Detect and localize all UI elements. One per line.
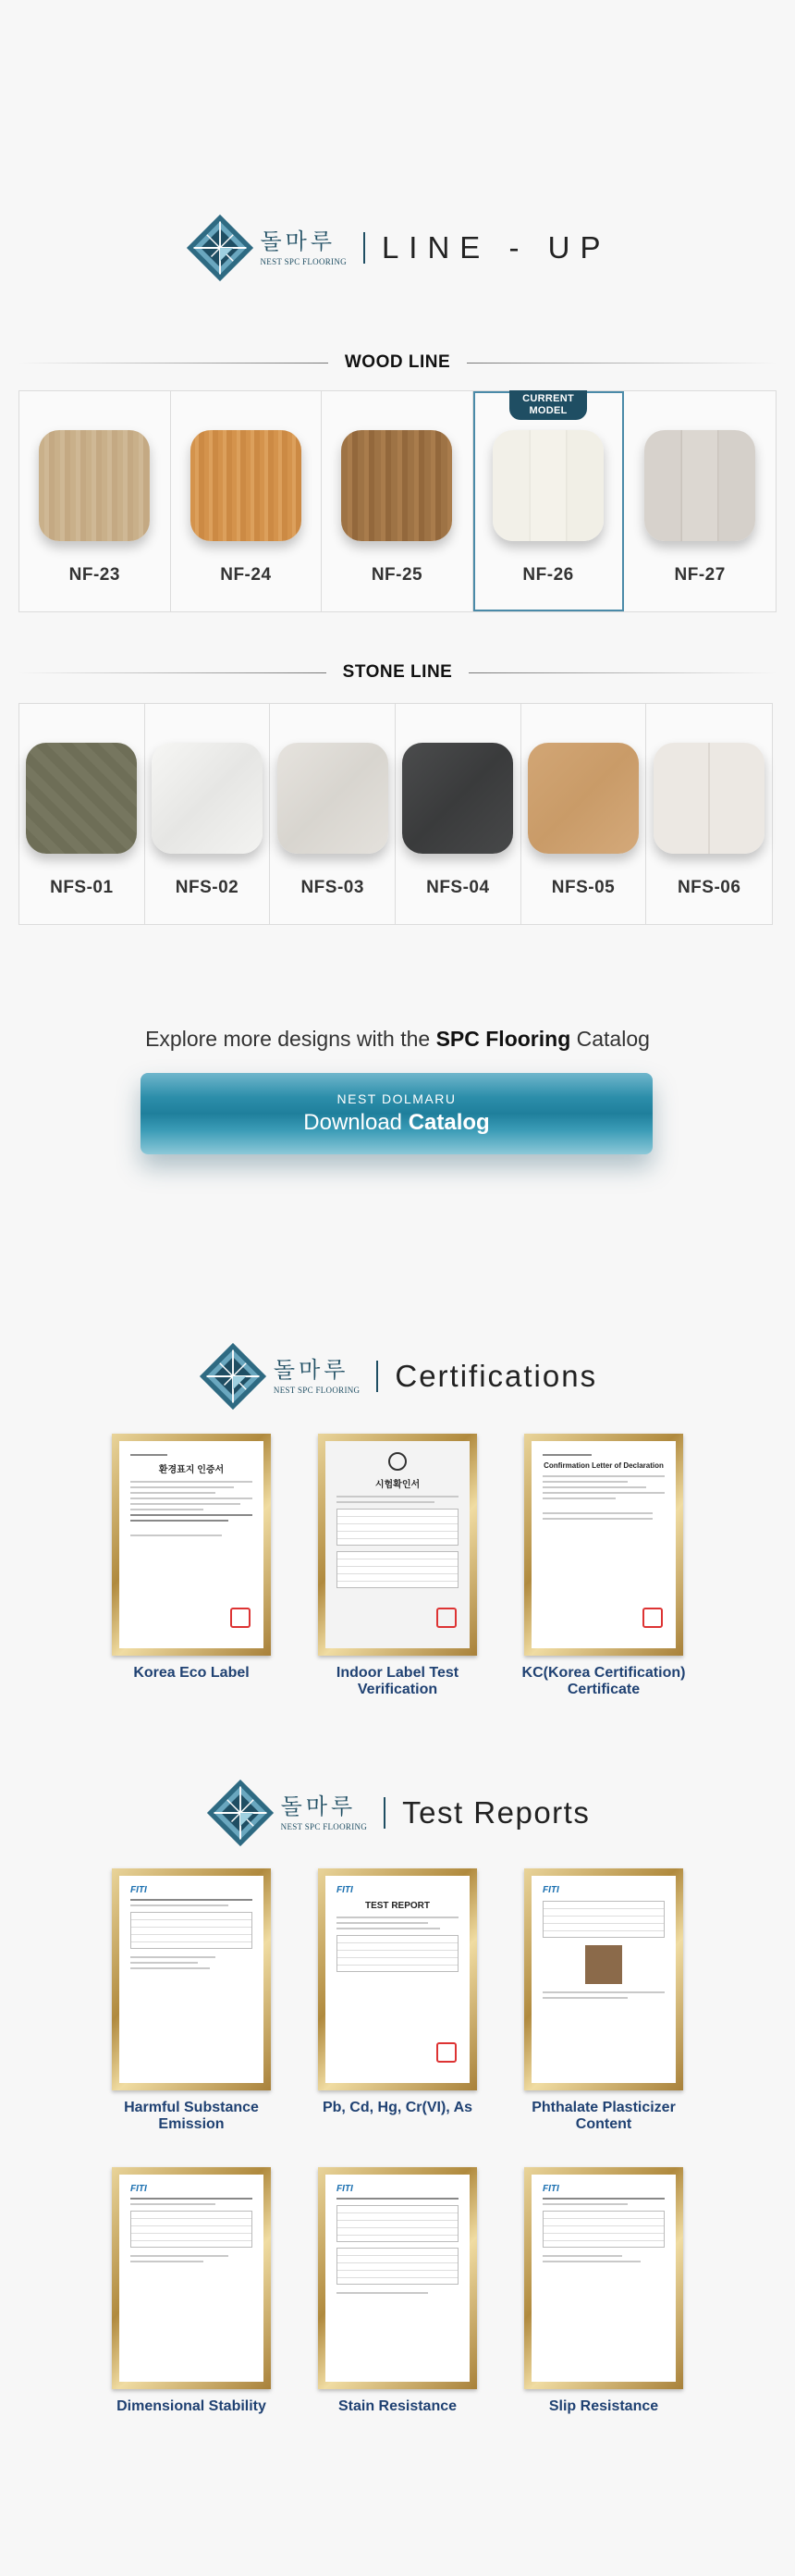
doc-line xyxy=(543,1991,665,1993)
stamp-icon xyxy=(436,1608,457,1628)
product-swatch xyxy=(152,743,263,854)
document-frame xyxy=(112,1868,271,2090)
doc-line xyxy=(543,2255,622,2257)
wood-line-grid xyxy=(18,390,777,612)
logo-text xyxy=(273,1356,361,1395)
stamp-icon xyxy=(642,1608,663,1628)
product-tile-nf-25[interactable] xyxy=(322,391,473,611)
document-paper xyxy=(325,2175,470,2382)
product-tile-nfs-01[interactable] xyxy=(19,704,145,924)
report-dimensional-stability[interactable] xyxy=(112,2167,271,2415)
doc-line xyxy=(130,1481,252,1483)
product-swatch xyxy=(528,743,639,854)
report-slip-resistance[interactable] xyxy=(524,2167,683,2415)
wood-line-title: WOOD LINE xyxy=(344,352,451,372)
product-code: NF-25 xyxy=(371,565,423,585)
report-label: Dimensional Stability xyxy=(116,2398,266,2414)
product-tile-nf-24[interactable] xyxy=(171,391,323,611)
sample-photo xyxy=(585,1945,622,1984)
diamond-tile-logo-icon xyxy=(205,1778,275,1848)
stone-line-grid xyxy=(18,703,773,925)
product-swatch xyxy=(26,743,137,854)
doc-line xyxy=(543,1475,665,1477)
brand-name-en: NEST SPC FLOORING xyxy=(273,1385,361,1395)
explore-suffix: Catalog xyxy=(570,1027,650,1051)
stone-line-title: STONE LINE xyxy=(342,662,453,682)
product-tile-nfs-06[interactable] xyxy=(646,704,772,924)
product-code: NFS-03 xyxy=(300,878,364,897)
doc-title: 시험확인서 xyxy=(374,1480,421,1490)
doc-line xyxy=(336,1501,434,1503)
lineup-header xyxy=(0,213,795,283)
doc-line xyxy=(336,1928,440,1929)
doc-line xyxy=(130,1967,210,1969)
document-frame xyxy=(318,2167,477,2389)
doc-line xyxy=(543,1454,592,1456)
doc-line xyxy=(543,1486,646,1488)
document-frame xyxy=(318,1434,477,1656)
heading-rule-left xyxy=(18,672,326,673)
doc-line xyxy=(336,1496,459,1498)
lineup-title: LINE - UP xyxy=(381,230,611,265)
doc-line xyxy=(336,1922,428,1924)
doc-table xyxy=(336,1551,459,1588)
doc-line xyxy=(130,1904,228,1906)
brand-logo[interactable] xyxy=(205,1778,367,1848)
diamond-tile-logo-icon xyxy=(185,213,255,283)
fiti-logo-icon: FITI xyxy=(336,1885,353,1895)
doc-line xyxy=(130,1492,215,1494)
brand-name-ko: 돌마루 xyxy=(260,228,336,254)
fiti-logo-icon: FITI xyxy=(130,2184,147,2194)
doc-line xyxy=(130,1509,203,1510)
product-tile-nf-23[interactable] xyxy=(19,391,171,611)
product-code: NFS-02 xyxy=(175,878,239,897)
doc-line xyxy=(130,1956,215,1958)
doc-line xyxy=(130,1454,167,1456)
doc-line xyxy=(336,2292,428,2294)
doc-line xyxy=(130,1498,252,1499)
heading-rule-right xyxy=(467,363,777,364)
heading-rule-right xyxy=(469,672,777,673)
product-tile-nfs-04[interactable] xyxy=(396,704,521,924)
document-paper xyxy=(325,1441,470,1648)
fiti-logo-icon: FITI xyxy=(336,2184,353,2194)
brand-logo[interactable] xyxy=(198,1341,360,1411)
doc-line xyxy=(543,1492,665,1494)
document-frame xyxy=(318,1868,477,2090)
current-model-badge: CURRENT MODEL xyxy=(509,390,587,420)
brand-name-ko: 돌마루 xyxy=(280,1793,357,1819)
doc-line xyxy=(130,1486,234,1488)
catalog-button-main: Download xyxy=(303,1110,409,1135)
doc-table xyxy=(543,2211,665,2248)
catalog-explore-text xyxy=(0,1027,795,1052)
brand-name-en: NEST SPC FLOORING xyxy=(280,1821,368,1831)
logo-text xyxy=(261,230,347,266)
report-label: Pb, Cd, Hg, Cr(VI), As xyxy=(322,2100,473,2115)
product-swatch xyxy=(402,743,513,854)
report-label: Slip Resistance xyxy=(548,2398,659,2414)
catalog-button-brand: NEST DOLMARU xyxy=(336,1091,457,1106)
certifications-header xyxy=(0,1341,795,1411)
stamp-icon xyxy=(436,2042,457,2063)
doc-line xyxy=(130,2198,252,2200)
product-swatch xyxy=(39,430,150,541)
doc-line xyxy=(543,1498,616,1499)
stamp-icon xyxy=(230,1608,251,1628)
product-swatch xyxy=(190,430,301,541)
doc-line xyxy=(336,1917,459,1918)
product-code: NF-23 xyxy=(68,565,120,585)
doc-title: Confirmation Letter of Declaration xyxy=(544,1461,664,1470)
product-tile-nf-27[interactable] xyxy=(624,391,776,611)
product-swatch xyxy=(654,743,764,854)
cert-kc[interactable] xyxy=(521,1434,686,1698)
header-divider xyxy=(384,1797,385,1829)
document-frame xyxy=(524,1868,683,2090)
report-label: Stain Resistance xyxy=(337,2398,458,2414)
cert-indoor-label[interactable] xyxy=(318,1434,477,1698)
logo-text xyxy=(281,1795,367,1831)
fiti-logo-icon: FITI xyxy=(543,1885,559,1895)
report-harmful-substance[interactable] xyxy=(112,1868,271,2133)
doc-line xyxy=(543,1997,628,1999)
doc-line xyxy=(130,1899,252,1901)
header-divider xyxy=(376,1361,378,1392)
download-catalog-button[interactable] xyxy=(141,1073,653,1154)
cert-label: Indoor Label Test Verification xyxy=(336,1665,459,1697)
product-code: NFS-01 xyxy=(50,878,114,897)
document-frame xyxy=(112,1434,271,1656)
heading-rule-left xyxy=(18,363,328,364)
doc-table xyxy=(336,2205,459,2242)
wood-line-heading xyxy=(18,351,777,374)
brand-name-en: NEST SPC FLOORING xyxy=(260,256,347,266)
diamond-tile-logo-icon xyxy=(198,1341,268,1411)
doc-line xyxy=(130,1514,252,1516)
doc-line xyxy=(130,1503,240,1505)
seal-icon xyxy=(388,1452,407,1471)
product-swatch xyxy=(493,430,604,541)
document-frame xyxy=(524,2167,683,2389)
product-swatch xyxy=(277,743,388,854)
stone-line-heading xyxy=(18,661,777,684)
doc-table xyxy=(130,2211,252,2248)
product-code: NFS-06 xyxy=(677,878,741,897)
certifications-title: Certifications xyxy=(395,1359,598,1393)
product-code: NF-24 xyxy=(220,565,272,585)
catalog-button-bold: Catalog xyxy=(408,1110,490,1135)
doc-line xyxy=(130,2261,203,2262)
product-code: NFS-04 xyxy=(426,878,490,897)
test-reports-header xyxy=(0,1778,795,1848)
report-label: Harmful Substance Emission xyxy=(124,2100,259,2132)
doc-title: TEST REPORT xyxy=(364,1901,430,1911)
brand-logo[interactable] xyxy=(185,213,347,283)
doc-line xyxy=(543,2198,665,2200)
test-reports-title: Test Reports xyxy=(402,1795,591,1830)
document-paper xyxy=(532,2175,676,2382)
report-label: Phthalate Plasticizer Content xyxy=(532,2100,676,2132)
product-swatch xyxy=(341,430,452,541)
explore-bold: SPC Flooring xyxy=(435,1027,571,1051)
document-paper xyxy=(532,1441,676,1648)
doc-line xyxy=(130,2203,215,2205)
fiti-logo-icon: FITI xyxy=(543,2184,559,2194)
doc-line xyxy=(130,1520,228,1522)
header-divider xyxy=(363,232,365,264)
document-paper xyxy=(119,1441,263,1648)
document-frame xyxy=(524,1434,683,1656)
doc-line xyxy=(130,1535,222,1536)
doc-line xyxy=(543,1518,653,1520)
cert-label: Korea Eco Label xyxy=(133,1665,250,1681)
doc-line xyxy=(543,1481,628,1483)
document-paper xyxy=(119,2175,263,2382)
document-paper xyxy=(119,1876,263,2083)
doc-line xyxy=(336,2198,459,2200)
doc-title: 환경표지 인증서 xyxy=(158,1465,225,1475)
catalog-button-label xyxy=(141,1110,653,1136)
doc-line xyxy=(543,2261,641,2262)
document-paper xyxy=(532,1876,676,2083)
doc-table xyxy=(130,1912,252,1949)
document-frame xyxy=(112,2167,271,2389)
fiti-logo-icon: FITI xyxy=(130,1885,147,1895)
document-paper xyxy=(325,1876,470,2083)
cert-label: KC(Korea Certification) Certificate xyxy=(521,1665,686,1697)
product-tile-nfs-05[interactable] xyxy=(521,704,647,924)
product-code: NF-26 xyxy=(522,565,574,585)
report-phthalate[interactable] xyxy=(524,1868,683,2133)
product-tile-nfs-03[interactable] xyxy=(270,704,396,924)
cert-eco-label[interactable] xyxy=(112,1434,271,1682)
brand-name-ko: 돌마루 xyxy=(273,1356,349,1383)
doc-table xyxy=(336,1935,459,1972)
doc-line xyxy=(543,1512,653,1514)
product-swatch xyxy=(644,430,755,541)
doc-line xyxy=(130,1962,198,1964)
doc-line xyxy=(130,2255,228,2257)
doc-table xyxy=(543,1901,665,1938)
product-code: NF-27 xyxy=(674,565,726,585)
product-tile-nf-26[interactable] xyxy=(473,391,625,611)
doc-table xyxy=(336,1509,459,1546)
report-heavy-metals[interactable] xyxy=(318,1868,477,2116)
product-tile-nfs-02[interactable] xyxy=(145,704,271,924)
doc-table xyxy=(336,2248,459,2285)
explore-prefix: Explore more designs with the xyxy=(145,1027,436,1051)
product-code: NFS-05 xyxy=(551,878,616,897)
report-stain-resistance[interactable] xyxy=(318,2167,477,2415)
doc-line xyxy=(543,2203,628,2205)
